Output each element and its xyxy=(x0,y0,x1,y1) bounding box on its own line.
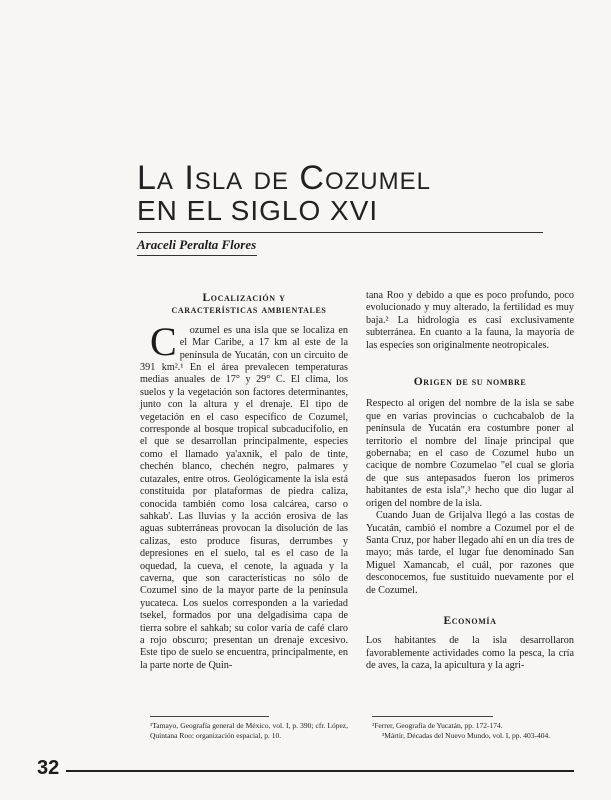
title-line-2: EN EL SIGLO XVI xyxy=(137,195,379,226)
paragraph-origen: Respecto al origen del nombre de la isla se sabe que en varias provincias o cuchcabalob de la península de Yucatán era costumbre poner al territorio el nombre del linaje principal que gobernaba; en el caso de Cozumel hubo un cacique de nombre Cozumelao "el cual se gloria de que sus antepasados fueron los primeros habitantes de esta isla",³ hecho que dio lugar al origen del nombre de la isla. xyxy=(366,398,574,509)
bottom-rule xyxy=(66,770,574,772)
article-title xyxy=(137,160,431,226)
title-rule xyxy=(137,232,543,233)
left-column xyxy=(140,292,348,712)
paragraph-hidrologia: tana Roo y debido a que es poco profundo, poco evolucionado y muy alterado, la fertilidad es muy baja.² La hidrología es casi exclusivamente subterránea. En cuanto a la fauna, la mayoría de las especies son originalmente neotropicales. xyxy=(366,290,574,351)
author-name: Araceli Peralta Flores xyxy=(137,237,257,252)
right-footnotes xyxy=(372,716,574,740)
drop-cap: C xyxy=(150,318,177,364)
footnote-separator-right xyxy=(372,716,493,717)
paragraph-economia: Los habitantes de la isla desarrollaron favorablemente actividades como la pesca, la cría de aves, la caza, la apicultura y la agri- xyxy=(366,635,574,672)
left-footnotes xyxy=(150,716,348,740)
title-line-1: La Isla de Cozumel xyxy=(137,159,431,197)
section-heading-origen: Origen de su nombre xyxy=(413,376,527,389)
author-rule xyxy=(137,255,257,256)
paragraph-localizacion xyxy=(140,318,348,672)
footnote-1: ¹Tamayo, Geografía general de México, vol. I, p. 390; cfr. López, Quintana Roo: organización espacial, p. 10. xyxy=(150,721,348,740)
footnote-separator xyxy=(150,716,269,717)
section-heading-economia: Economía xyxy=(443,614,497,627)
section-heading-localizacion: Localización y xyxy=(202,292,286,304)
paragraph-localizacion-text: ozumel es una isla que se localiza en el Mar Caribe, a 17 km al este de la península de Yucatán, con un circuito de 391 km².¹ En el área prevalecen temperaturas medias anuales de 17° y 29° C. El clima, los suelos y la vegetación son factores determinantes, junto con la altura y el drenaje. El tipo de vegetación en el caso específico de Cozumel, corresponde al bosque tropical subcaducifolio, en el que se desarrollan principalmente, especies como el llamado ya'axnik, el palo de tinte, chechén blanco, chechén negro, palmares y cutazales, entre otros. Geológicamente la isla está constituida por plataformas de piedra caliza, conocida también como losa calcárea, carso o sahkab'. Las lluvias y la acción erosiva de las aguas subterráneas provocan la disolución de las calizas, esto produce fisuras, derrumbes y depresiones en el suelo, tal es el caso de la oquedad, la cueva, el cenote, la aguada y la caverna, que son características no sólo de Cozumel sino de la mayor parte de la península yucateca. Los suelos corresponden a la variedad tsekel, formados por una delgadísima capa de tierra sobre el sahkab; su color varía de café claro a rojo obscuro; presentan un drenaje excesivo. Este tipo de suelo se encuentra, principalmente, en la parte norte de Quin- xyxy=(140,324,348,671)
footnote-3: ³Mártir, Décadas del Nuevo Mundo, vol. I, pp. 403-404. xyxy=(382,730,551,740)
paragraph-grijalva: Cuando Juan de Grijalva llegó a las costas de Yucatán, cambió el nombre a Cozumel por el de Santa Cruz, por haber llegado ahí en un día tres de mayo; más tarde, el lugar fue denominado San Miguel Xamancab, el cuál, por razones que desconocemos, fue sustituido nuevamente por el de Cozumel. xyxy=(366,510,574,596)
footnote-2: ²Ferrer, Geografía de Yucatán, pp. 172-174. xyxy=(372,721,503,730)
right-column xyxy=(366,290,574,710)
page-number: 32 xyxy=(37,757,60,779)
section-heading-caracteristicas: características ambientales xyxy=(171,304,327,317)
